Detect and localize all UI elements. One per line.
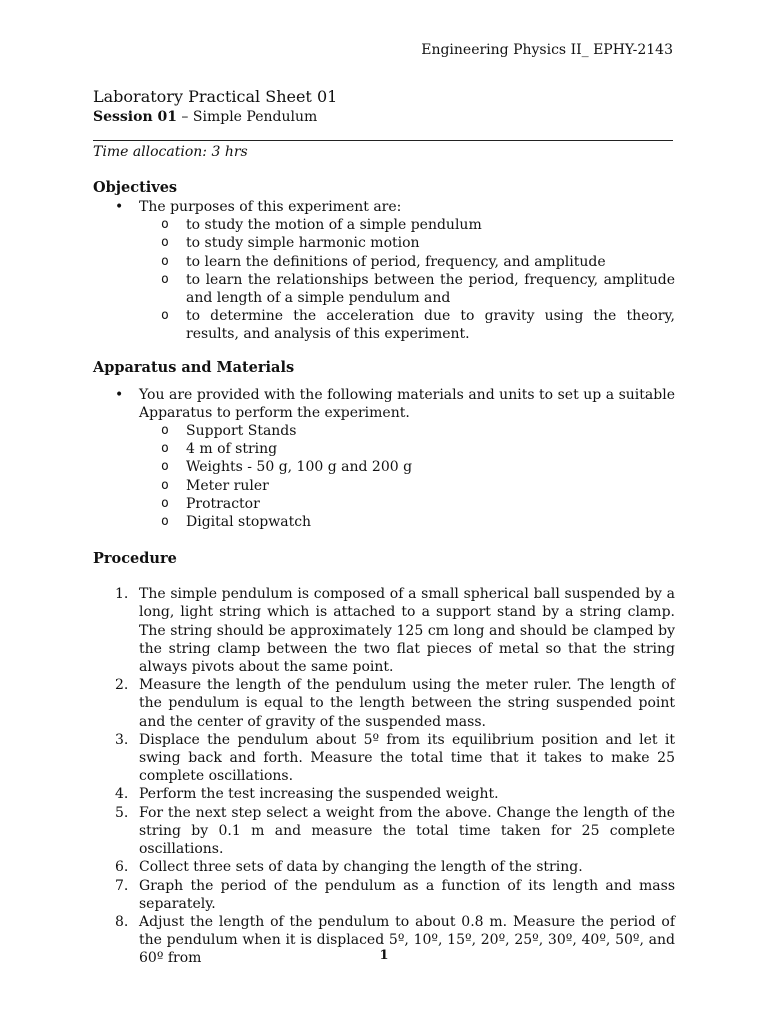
title-divider — [93, 140, 673, 141]
list-item — [139, 440, 675, 458]
material-text: Weights - 50 g, 100 g and 200 g — [186, 459, 413, 476]
procedure-heading: Procedure — [93, 550, 177, 568]
list-item — [139, 307, 675, 343]
step-number: 4. — [115, 786, 129, 803]
procedure-section — [93, 549, 675, 967]
sub-bullet-icon: o — [161, 271, 169, 287]
sub-bullet-icon: o — [161, 495, 169, 511]
list-item — [139, 458, 675, 476]
list-item — [139, 513, 675, 531]
procedure-step — [93, 785, 675, 803]
step-number: 1. — [115, 586, 129, 603]
procedure-step — [93, 877, 675, 913]
step-number: 5. — [115, 804, 129, 821]
list-item — [139, 234, 675, 252]
material-text: Protractor — [186, 495, 260, 512]
sub-bullet-icon: o — [161, 235, 169, 251]
step-text: The simple pendulum is composed of a small spherical ball suspended by a long, light string which is attached to a support stand by a string clamp. The string should be approximately 125 cm long and should be clamped by the string clamp between the two flat pieces of metal so that the string always pivots about the same point. — [139, 586, 675, 676]
objectives-section — [93, 178, 675, 344]
session-topic: – Simple Pendulum — [176, 109, 318, 125]
procedure-step — [93, 858, 675, 876]
step-text: For the next step select a weight from the above. Change the length of the string by 0.1 m and measure the total time taken for 25 complete oscillations. — [139, 804, 675, 858]
sub-bullet-icon: o — [161, 441, 169, 457]
apparatus-section — [93, 358, 675, 532]
material-text: Support Stands — [186, 423, 297, 440]
spacer — [93, 569, 675, 585]
list-item — [139, 271, 675, 307]
objective-text: to study the motion of a simple pendulum — [186, 217, 482, 234]
step-text: Displace the pendulum about 5º from its equilibrium position and let it swing back and forth. Measure the total time that it takes to make 25 complete oscillations. — [139, 731, 675, 785]
step-text: Measure the length of the pendulum using the meter ruler. The length of the pendulum is equal to the length between the string suspended point and the center of gravity of the suspended mass. — [139, 677, 675, 730]
session-label: Session 01 — [93, 109, 177, 125]
course-header: Engineering Physics II_ EPHY-2143 — [421, 42, 673, 58]
sub-bullet-icon: o — [161, 423, 169, 439]
list-item — [139, 477, 675, 495]
list-item — [139, 495, 675, 513]
procedure-steps — [93, 585, 675, 967]
step-text: Perform the test increasing the suspended weight. — [139, 786, 499, 803]
list-item — [139, 216, 675, 234]
step-number: 2. — [115, 677, 129, 694]
procedure-step — [93, 731, 675, 786]
material-text: Meter ruler — [186, 477, 269, 494]
spacer — [93, 378, 675, 386]
time-allocation: Time allocation: 3 hrs — [93, 144, 248, 160]
sub-bullet-icon: o — [161, 477, 169, 493]
sub-bullet-icon: o — [161, 514, 169, 530]
objectives-list — [93, 198, 675, 344]
objectives-intro: The purposes of this experiment are: — [139, 199, 402, 215]
sheet-title: Laboratory Practical Sheet 01 — [93, 87, 338, 106]
sub-bullet-icon: o — [161, 308, 169, 324]
step-text: Collect three sets of data by changing the length of the string. — [139, 859, 583, 876]
material-text: 4 m of string — [186, 441, 278, 458]
sub-bullet-icon: o — [161, 217, 169, 233]
apparatus-sublist — [139, 422, 675, 531]
step-text: Graph the period of the pendulum as a function of its length and mass separately. — [139, 877, 675, 912]
procedure-step — [93, 585, 675, 676]
objective-text: to study simple harmonic motion — [186, 235, 420, 252]
apparatus-heading: Apparatus and Materials — [93, 358, 295, 376]
sub-bullet-icon: o — [161, 253, 169, 269]
objective-text: to learn the relationships between the period, frequency, amplitude and length of a simple pendulum and — [186, 271, 675, 307]
step-text: Adjust the length of the pendulum to about 0.8 m. Measure the period of the pendulum when it is displaced 5º, 10º, 15º, 20º, 25º, 30º, 40º, 50º, and 60º from — [139, 913, 675, 967]
title-block — [93, 87, 673, 127]
objective-text: to learn the definitions of period, frequency, and amplitude — [186, 253, 606, 270]
sub-bullet-icon: o — [161, 459, 169, 475]
step-number: 6. — [115, 859, 129, 876]
apparatus-intro: You are provided with the following materials and units to set up a suitable Apparatus to perform the experiment. — [139, 386, 675, 421]
page-number: 1 — [379, 948, 389, 963]
list-item — [139, 253, 675, 271]
step-number: 8. — [115, 913, 129, 930]
list-item — [139, 422, 675, 440]
objective-text: to determine the acceleration due to gravity using the theory, results, and analysis of this experiment. — [186, 308, 675, 343]
apparatus-list — [93, 386, 675, 532]
step-number: 7. — [115, 877, 129, 894]
material-text: Digital stopwatch — [186, 514, 312, 531]
apparatus-intro-item — [93, 386, 675, 532]
objectives-intro-item — [93, 198, 675, 344]
objectives-sublist — [139, 216, 675, 343]
session-line — [93, 107, 673, 127]
objectives-heading: Objectives — [93, 179, 178, 196]
step-number: 3. — [115, 731, 129, 748]
document-body — [93, 178, 675, 968]
procedure-step — [93, 676, 675, 731]
procedure-step — [93, 804, 675, 859]
